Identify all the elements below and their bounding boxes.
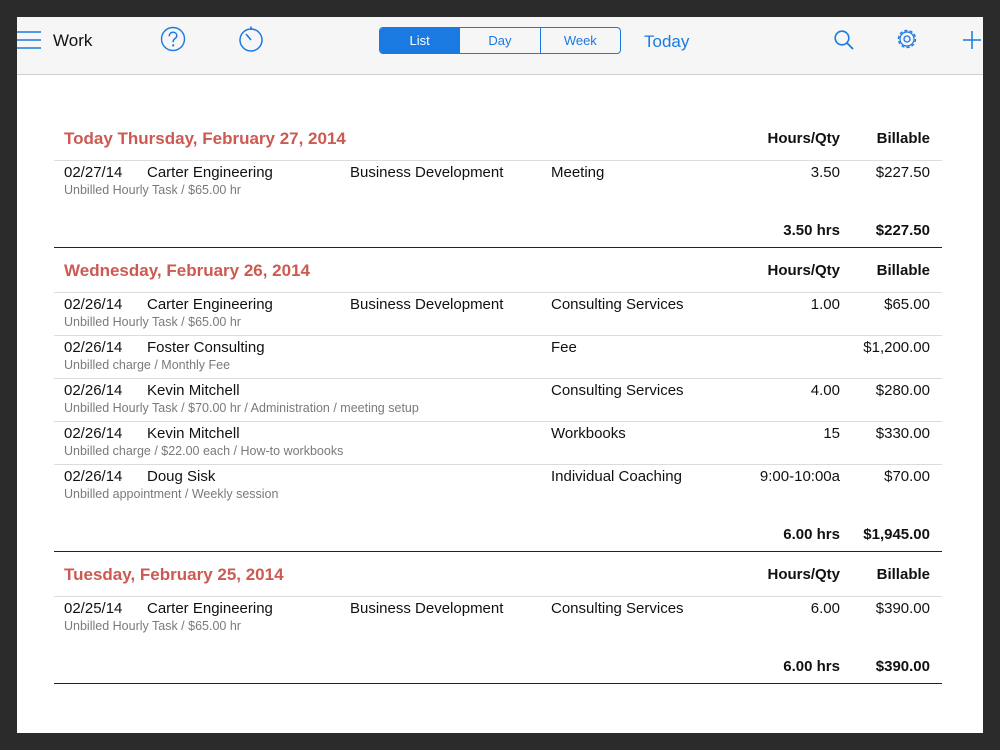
- entry-client: Carter Engineering: [147, 600, 273, 617]
- app-window: [17, 17, 983, 733]
- hours-column-header: Hours/Qty: [767, 566, 840, 583]
- total-hours: 3.50 hrs: [783, 222, 840, 239]
- section-title: Today Thursday, February 27, 2014: [64, 129, 346, 148]
- entry-project: Business Development: [350, 296, 504, 313]
- entry-hours: 15: [823, 425, 840, 442]
- entry-service: Consulting Services: [551, 382, 684, 399]
- section-total: [54, 203, 942, 247]
- entry-detail: Unbilled Hourly Task / $70.00 hr / Administration / meeting setup: [64, 401, 419, 415]
- entry-row[interactable]: [54, 293, 942, 336]
- entry-client: Carter Engineering: [147, 296, 273, 313]
- entry-date: 02/26/14: [64, 296, 123, 313]
- entry-project: Business Development: [350, 600, 504, 617]
- entry-date: 02/26/14: [64, 382, 123, 399]
- segment-day[interactable]: Day: [460, 28, 540, 53]
- day-section: [54, 248, 942, 552]
- today-button[interactable]: Today: [644, 32, 690, 51]
- entry-detail: Unbilled Hourly Task / $65.00 hr: [64, 315, 241, 329]
- section-header: [54, 248, 942, 293]
- total-hours: 6.00 hrs: [783, 658, 840, 675]
- menu-icon[interactable]: [17, 27, 43, 53]
- total-amount: $227.50: [875, 222, 930, 239]
- segment-list[interactable]: List: [380, 28, 460, 53]
- entry-detail: Unbilled charge / Monthly Fee: [64, 358, 231, 372]
- plus-icon[interactable]: [961, 28, 983, 52]
- entry-service: Workbooks: [551, 425, 626, 442]
- entry-client: Kevin Mitchell: [147, 382, 240, 399]
- entry-client: Doug Sisk: [147, 468, 216, 485]
- total-amount: $1,945.00: [863, 526, 930, 543]
- entry-service: Consulting Services: [551, 296, 684, 313]
- entry-row[interactable]: [54, 422, 942, 465]
- gear-icon[interactable]: [894, 26, 920, 52]
- entry-service: Meeting: [551, 164, 605, 181]
- total-hours: 6.00 hrs: [783, 526, 840, 543]
- entry-amount: $70.00: [884, 468, 930, 485]
- entry-date: 02/26/14: [64, 339, 123, 356]
- entry-amount: $280.00: [875, 382, 930, 399]
- entry-service: Consulting Services: [551, 600, 684, 617]
- entry-row[interactable]: [54, 161, 942, 203]
- section-header: [54, 116, 942, 161]
- entry-amount: $390.00: [875, 600, 930, 617]
- entry-date: 02/27/14: [64, 164, 123, 181]
- total-amount: $390.00: [875, 658, 930, 675]
- help-icon[interactable]: [160, 26, 186, 52]
- page-title: Work: [53, 31, 93, 50]
- entry-detail: Unbilled Hourly Task / $65.00 hr: [64, 183, 241, 197]
- entries-list: [54, 74, 942, 684]
- search-icon[interactable]: [833, 29, 855, 51]
- entry-project: Business Development: [350, 164, 504, 181]
- day-section: [54, 552, 942, 684]
- entry-hours: 6.00: [810, 600, 840, 617]
- entry-hours: 1.00: [810, 296, 840, 313]
- section-title: Wednesday, February 26, 2014: [64, 261, 310, 280]
- section-title: Tuesday, February 25, 2014: [64, 565, 284, 584]
- entry-detail: Unbilled Hourly Task / $65.00 hr: [64, 619, 241, 633]
- hours-column-header: Hours/Qty: [767, 130, 840, 147]
- billable-column-header: Billable: [876, 566, 930, 583]
- entry-service: Fee: [551, 339, 577, 356]
- entry-row[interactable]: [54, 465, 942, 507]
- section-total: [54, 507, 942, 551]
- entry-hours: 9:00-10:00a: [759, 468, 840, 485]
- toolbar: [17, 17, 983, 75]
- entry-date: 02/25/14: [64, 600, 123, 617]
- section-header: [54, 552, 942, 597]
- entry-client: Carter Engineering: [147, 164, 273, 181]
- entry-amount: $330.00: [875, 425, 930, 442]
- timer-icon[interactable]: [237, 25, 265, 53]
- entry-amount: $1,200.00: [863, 339, 930, 356]
- billable-column-header: Billable: [876, 262, 930, 279]
- entry-service: Individual Coaching: [551, 468, 682, 485]
- entry-row[interactable]: [54, 597, 942, 639]
- view-segmented-control: [379, 27, 621, 54]
- section-total: [54, 639, 942, 683]
- entry-date: 02/26/14: [64, 468, 123, 485]
- day-section: [54, 116, 942, 248]
- entry-amount: $65.00: [884, 296, 930, 313]
- hours-column-header: Hours/Qty: [767, 262, 840, 279]
- entry-detail: Unbilled charge / $22.00 each / How-to workbooks: [64, 444, 344, 458]
- entry-detail: Unbilled appointment / Weekly session: [64, 487, 279, 501]
- entry-date: 02/26/14: [64, 425, 123, 442]
- entry-amount: $227.50: [875, 164, 930, 181]
- entry-row[interactable]: [54, 379, 942, 422]
- segment-week[interactable]: Week: [563, 33, 597, 48]
- billable-column-header: Billable: [876, 130, 930, 147]
- entry-client: Kevin Mitchell: [147, 425, 240, 442]
- entry-hours: 3.50: [810, 164, 840, 181]
- entry-hours: 4.00: [810, 382, 840, 399]
- entry-row[interactable]: [54, 336, 942, 379]
- entry-client: Foster Consulting: [147, 339, 265, 356]
